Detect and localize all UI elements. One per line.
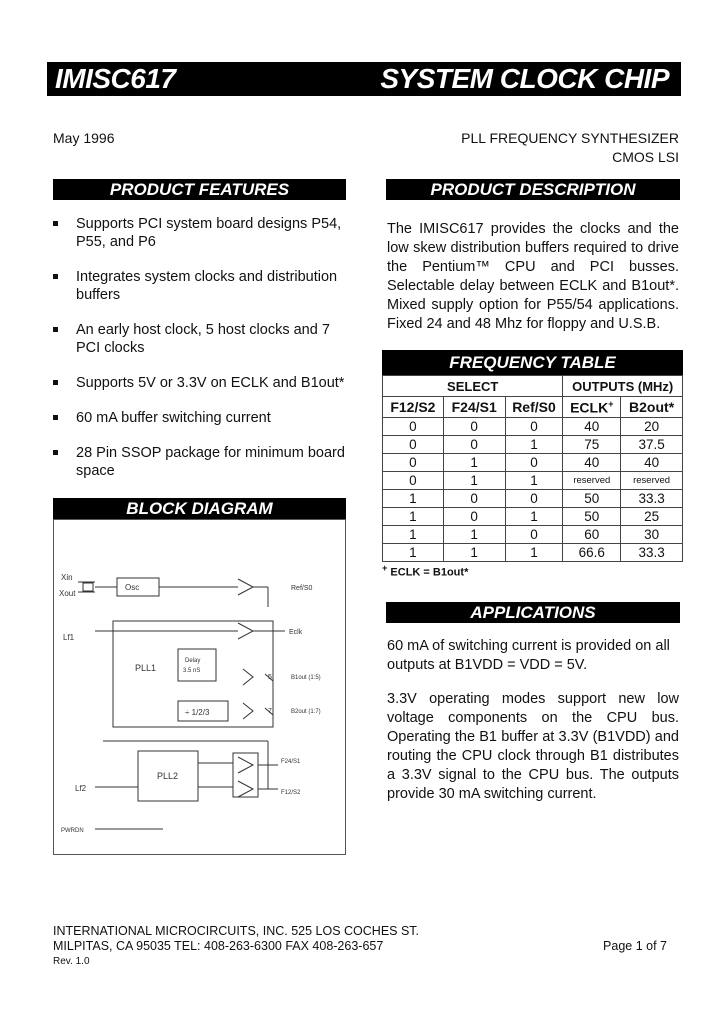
applications-para2: 3.3V operating modes support new low voltage components on the CPU bus. Operating the B1 buffer at 3.3V (B1VDD) and routing the CPU clock through B1 distributes a 3.3V signal to the CPU bus. The outputs provide 30 mA switching current.	[387, 691, 679, 802]
subtitle-synth: PLL FREQUENCY SYNTHESIZER	[461, 130, 679, 146]
table-cell: 40	[563, 418, 621, 436]
table-cell: 37.5	[621, 436, 683, 454]
table-cell: 0	[443, 418, 505, 436]
table-row	[383, 418, 683, 436]
table-cell: 1	[443, 544, 505, 562]
table-row	[383, 436, 683, 454]
table-note	[382, 563, 683, 579]
table-row	[383, 526, 683, 544]
xout-label: Xout	[59, 589, 76, 598]
table-cell: 0	[383, 418, 444, 436]
delay-value: 3.5 nS	[183, 668, 201, 674]
eclk-superscript: +	[608, 398, 614, 409]
table-cell: 0	[443, 436, 505, 454]
block-diagram	[53, 519, 346, 855]
features-list	[53, 215, 353, 480]
applications-heading: APPLICATIONS	[386, 602, 680, 623]
table-cell: 50	[563, 508, 621, 526]
select-group-header: SELECT	[383, 376, 563, 397]
eclk-header: ECLK	[570, 399, 609, 416]
feature-item: Integrates system clocks and distribution buffers	[53, 268, 353, 304]
footer-address-line2: MILPITAS, CA 95035 TEL: 408-263-6300 FAX 408-263-657	[53, 939, 384, 953]
column-header: F24/S1	[443, 397, 505, 418]
column-header: Ref/S0	[505, 397, 563, 418]
divider-label: ÷ 1/2/3	[185, 708, 210, 717]
column-header	[563, 397, 621, 418]
osc-label: Osc	[125, 583, 140, 592]
table-cell: 1	[443, 526, 505, 544]
table-cell: 0	[443, 508, 505, 526]
table-cell: 75	[563, 436, 621, 454]
feature-item: Supports 5V or 3.3V on ECLK and B1out*	[53, 374, 353, 392]
b1out-label: B1out (1:5)	[291, 675, 321, 681]
table-cell: 25	[621, 508, 683, 526]
feature-item: 28 Pin SSOP package for minimum board space	[53, 444, 353, 480]
table-cell: 1	[383, 508, 444, 526]
table-cell: 1	[383, 526, 444, 544]
pwrdn-label: PWRDN	[61, 828, 84, 834]
lf1-label: Lf1	[63, 633, 75, 642]
block-diagram-heading: BLOCK DIAGRAM	[53, 498, 346, 519]
f12-label: F12/S2	[281, 790, 301, 796]
table-row	[383, 472, 683, 490]
table-cell: 0	[505, 490, 563, 508]
table-cell: 1	[383, 490, 444, 508]
table-cell: 50	[563, 490, 621, 508]
feature-item: An early host clock, 5 host clocks and 7 PCI clocks	[53, 321, 353, 357]
features-heading: PRODUCT FEATURES	[53, 179, 346, 200]
frequency-table	[382, 375, 683, 562]
table-cell: reserved	[621, 472, 683, 490]
pll1-label: PLL1	[135, 663, 157, 673]
table-cell: 60	[563, 526, 621, 544]
table-row	[383, 454, 683, 472]
footer-address-line1: INTERNATIONAL MICROCIRCUITS, INC. 525 LOS COCHES ST.	[53, 924, 420, 938]
table-cell: 0	[383, 436, 444, 454]
footer-revision: Rev. 1.0	[53, 956, 90, 967]
table-cell: 0	[383, 454, 444, 472]
table-cell: 0	[505, 454, 563, 472]
b1out-count: 5	[268, 674, 272, 681]
document-title: SYSTEM CLOCK CHIP	[380, 63, 669, 94]
xin-label: Xin	[61, 573, 73, 582]
feature-item: 60 mA buffer switching current	[53, 409, 353, 427]
table-cell: 66.6	[563, 544, 621, 562]
table-cell: 1	[505, 544, 563, 562]
b2out-label: B2out (1:7)	[291, 709, 321, 715]
table-cell: 1	[505, 436, 563, 454]
table-row	[383, 544, 683, 562]
pll2-label: PLL2	[157, 771, 179, 781]
table-cell: 0	[505, 418, 563, 436]
frequency-table-block	[382, 350, 683, 579]
date: May 1996	[53, 130, 115, 146]
lf2-label: Lf2	[75, 784, 87, 793]
table-cell: 0	[443, 490, 505, 508]
outputs-group-header: OUTPUTS (MHz)	[563, 376, 683, 397]
column-header: B2out*	[621, 397, 683, 418]
footer-page-number: Page 1 of 7	[603, 939, 667, 953]
note-mark: +	[382, 563, 388, 573]
f24-label: F24/S1	[281, 759, 301, 765]
table-cell: 40	[621, 454, 683, 472]
note-text: ECLK = B1out*	[390, 566, 469, 579]
table-cell: 33.3	[621, 544, 683, 562]
title-bar	[47, 62, 681, 96]
frequency-table-heading: FREQUENCY TABLE	[382, 350, 683, 375]
table-cell: 33.3	[621, 490, 683, 508]
ref-label: Ref/S0	[291, 585, 313, 592]
description-text: The IMISC617 provides the clocks and the low skew distribution buffers required to drive the Pentium™ CPU and PCI busses. Selectable delay between ECLK and B1out*. Mixed supply option for P55/54 applications. Fixed 24 and 48 Mhz for floppy and U.S.B.	[387, 221, 679, 332]
table-cell: 40	[563, 454, 621, 472]
column-header: F12/S2	[383, 397, 444, 418]
table-cell: 0	[383, 472, 444, 490]
delay-label: Delay	[185, 658, 201, 664]
table-cell: 1	[505, 508, 563, 526]
table-cell: 0	[505, 526, 563, 544]
frequency-table-body	[383, 418, 683, 562]
table-row	[383, 490, 683, 508]
table-cell: 1	[505, 472, 563, 490]
table-row	[383, 508, 683, 526]
eclk-label: Eclk	[289, 629, 303, 636]
table-cell: 1	[443, 454, 505, 472]
description-heading: PRODUCT DESCRIPTION	[386, 179, 680, 200]
part-number: IMISC617	[55, 63, 176, 94]
feature-item: Supports PCI system board designs P54, P55, and P6	[53, 215, 353, 251]
applications-para1: 60 mA of switching current is provided on all outputs at B1VDD = VDD = 5V.	[387, 638, 670, 673]
table-cell: 1	[443, 472, 505, 490]
subtitle-cmos: CMOS LSI	[612, 149, 679, 165]
table-cell: 20	[621, 418, 683, 436]
b2out-count: 7	[268, 708, 272, 715]
table-cell: 1	[383, 544, 444, 562]
table-cell: reserved	[563, 472, 621, 490]
table-cell: 30	[621, 526, 683, 544]
